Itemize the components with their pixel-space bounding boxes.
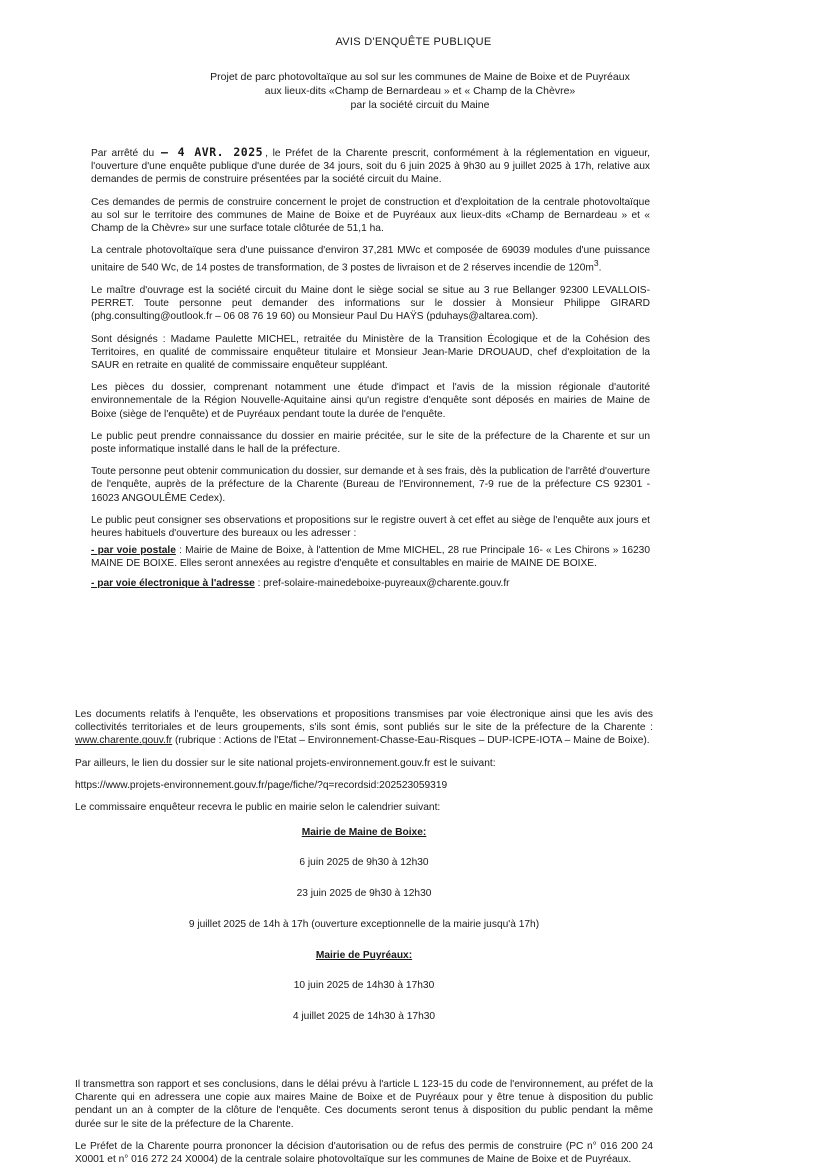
subtitle-line: aux lieux-dits «Champ de Bernardeau » et « Champ de la Chèvre» [264,85,576,97]
paragraph-calendrier: Le commissaire enquêteur recevra le public en mairie selon le calendrier suivant: [75,802,441,814]
notice-body [91,146,650,599]
mairie-maine-heading: Mairie de Maine de Boixe: [301,827,427,839]
paragraph-arrete [91,146,650,187]
schedule-slot: 4 juillet 2025 de 14h30 à 17h30 [292,1011,436,1023]
voie-postale-text: : Mairie de Maine de Boixe, à l'attention de Mme MICHEL, 28 rue Principale 16- « Les Chirons » 16230 MAINE DE BOIXE. Elles seront annexées au registre d'enquête et consultables en mairie de MAINE DE BOIXE. [91,545,651,570]
paragraph-pieces: Les pièces du dossier, comprenant notamment une étude d'impact et l'avis de la mission régionale d'autorité environnementale de la Région Nouvelle-Aquitaine ainsi qu'un registre d'enquête sont déposés en mairies de Maine de Boixe (siège de l'enquête) et de Puyréaux pendant toute la durée de l'enquête. [91,382,650,420]
paragraph-publication [75,708,653,748]
dossier-url[interactable]: https://www.projets-environnement.gouv.fr/page/fiche/?q=recordsid:202523059319 [75,779,448,791]
paragraph-communication: Toute personne peut obtenir communication du dossier, sur demande et à ses frais, dès la publication de l'arrêté d'ouverture de l'enquête, auprès de la préfecture de la Charente (Bureau de l'Environnement, 7-9 rue de la préfecture CS 92301 - 16023 ANGOULÊME Cedex). [91,466,650,504]
paragraph-connaissance: Le public peut prendre connaissance du dossier en mairie précitée, sur le site de la préfecture de la Charente et sur un poste informatique installé dans le hall de la préfecture. [91,430,650,456]
centrale-end: . [598,262,602,274]
schedule-slot: 23 juin 2025 de 9h30 à 12h30 [296,888,432,900]
paragraph-permis: Ces demandes de permis de construire concernent le projet de construction et d'exploitation de la centrale photovoltaïque au sol sur le territoire des communes de Maine de Boixe et de Puyréaux aux lieux-dits «Champ de Bernardeau » et « Champ de la Chèvre» sur une surface totale clôturée de 51,1 ha. [91,196,650,235]
arrete-text: , le Préfet de la Charente prescrit, conformément à la réglementation en vigueur, l'ouverture d'une enquête publique d'une durée de 34 jours, soit du 6 juin 2025 à 9h30 au 9 juillet 2025 à 17h, relative aux demandes de permis de construire présentées par la société circuit du Maine. [91,148,650,186]
schedule-slot: 6 juin 2025 de 9h30 à 12h30 [299,857,429,869]
paragraph-maitre-ouvrage: Le maître d'ouvrage est la société circuit du Maine dont le siège social se situe au 3 rue Bellanger 92300 LEVALLOIS-PERRET. Toute personne peut demander des informations sur le dossier à Monsieur Philippe GIRARD (phg.consulting@outlook.fr – 06 08 76 19 60) ou Monsieur Paul Du HAŸS (pduhays@altarea.com). [91,285,650,323]
paragraph-rapport: Il transmettra son rapport et ses conclusions, dans le délai prévu à l'article L 123-15 du code de l'environnement, au préfet de la Charente qui en adressera une copie aux maires Maine de Boixe et de Puyréaux pour y être tenue à disposition du public pendant un an à compter de la clôture de l'enquête. Ces documents seront tenus à disposition du public pendant la même durée sur le site de la préfecture de la Charente. [75,1079,653,1130]
schedule-slot: 9 juillet 2025 de 14h à 17h (ouverture exceptionnelle de la mairie jusqu'à 17h) [188,919,540,931]
mairie-puyreaux-heading: Mairie de Puyréaux: [315,950,413,962]
subtitle-line: Projet de parc photovoltaïque au sol sur les communes de Maine de Boixe et de Puyréaux [210,71,630,83]
publication-text: Les documents relatifs à l'enquête, les observations et propositions transmises par voie électronique ainsi que les avis des collectivités territoriales et de leurs groupements, s'ils sont émis, sont publiés sur le site de la préfecture de la Charente : [75,709,653,734]
subtitle-line: par la société circuit du Maine [350,99,490,111]
centrale-text: La centrale photovoltaïque sera d'une puissance d'environ 37,281 MWc et composée de 69039 modules d'une puissance unitaire de 540 Wc, de 14 postes de transformation, de 3 postes de livraison et de 2 réserves incendie de 120m [91,245,650,274]
paragraph-designes: Sont désignés : Madame Paulette MICHEL, retraitée du Ministère de la Transition Écologique et de la Cohésion des Territoires, en qualité de commissaire enquêteur titulaire et Monsieur Jean-Marie DROUAUD, chef d'exploitation de la SAUR en retraite en qualité de commissaire enquêteur suppléant. [91,333,650,372]
email-address: : pref-solaire-mainedeboixe-puyreaux@charente.gouv.fr [254,577,510,589]
schedule-slot: 10 juin 2025 de 14h30 à 17h30 [293,980,435,992]
paragraph-voie-postale [91,544,650,570]
paragraph-voie-electronique [91,577,650,590]
arrete-intro: Par arrêté du [91,148,155,159]
publication-rubrique: (rubrique : Actions de l'Etat – Environnement-Chasse-Eau-Risques – DUP-ICPE-IOTA – Maine de Boixe). [172,735,650,747]
conclusion-section [75,1078,653,1175]
publication-section [75,708,653,1037]
voie-electronique-label: - par voie électronique à l'adresse [91,577,255,589]
paragraph-decision: Le Préfet de la Charente pourra prononcer la décision d'autorisation ou de refus des permis de construire (PC n° 016 200 24 X0001 et n° 016 272 24 X0004) de la centrale solaire photovoltaïque sur les communes de Maine de Boixe et de Puyréaux. [75,1140,653,1166]
prefecture-link[interactable]: www.charente.gouv.fr [75,735,173,747]
cubic-superscript: 3 [593,258,599,269]
page-title: AVIS D'ENQUÊTE PUBLIQUE [335,36,492,48]
paragraph-lien-national: Par ailleurs, le lien du dossier sur le site national projets-environnement.gouv.fr est le suivant: [75,757,496,769]
date-stamp: – 4 AVR. 2025 [160,145,264,159]
voie-postale-label: - par voie postale [91,545,176,557]
paragraph-observations: Le public peut consigner ses observations et propositions sur le registre ouvert à cet effet au siège de l'enquête aux jours et heures habituels d'ouverture des bureaux ou les adresser : [91,514,650,540]
paragraph-centrale [91,244,650,275]
project-subtitle [100,70,740,112]
